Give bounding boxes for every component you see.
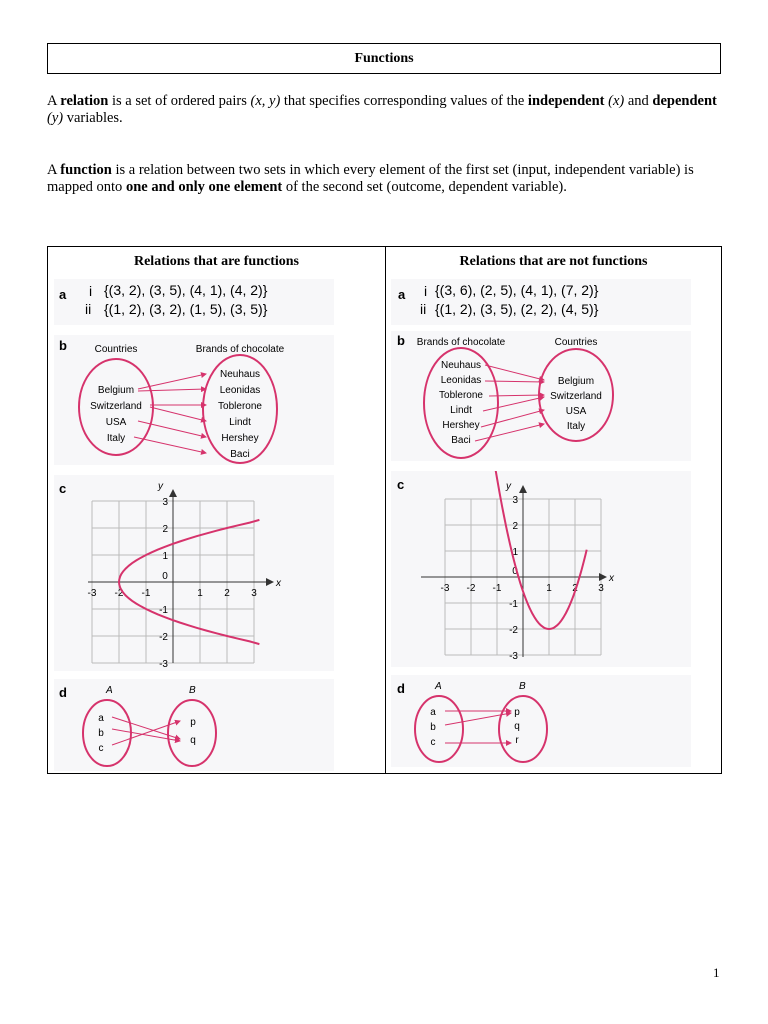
relation-definition: A relation is a set of ordered pairs (x, y) that specifies corresponding values of the independent (x) and dependent (y) variables.: [47, 93, 717, 126]
left-graph-c: [54, 475, 334, 671]
page-title: Functions: [47, 43, 721, 74]
left-c-label: c: [59, 481, 67, 496]
right-column-header: Relations that are not functions: [459, 254, 648, 269]
right-y-tick-label: 2: [512, 521, 518, 532]
left-b-domain-item: USA: [105, 417, 127, 428]
left-y-tick-label: -3: [159, 659, 168, 670]
right-x-tick-label: 0: [512, 566, 518, 577]
left-b-domain-title: Countries: [94, 344, 138, 355]
comparison-table: [47, 246, 722, 774]
left-panel-a: [54, 279, 334, 325]
right-x-tick-label: -1: [492, 583, 502, 594]
right-mapping-d: [391, 675, 691, 767]
right-d-domain-item: c: [430, 737, 436, 748]
right-y-tick-label: 1: [512, 547, 518, 558]
right-a-i-label: i: [424, 283, 428, 299]
left-b-range-item: Hershey: [221, 433, 259, 444]
left-y-tick-label: -2: [159, 632, 168, 643]
left-b-range-item: Neuhaus: [219, 369, 261, 380]
left-a-label: a: [59, 287, 67, 302]
left-b-range-item: Lindt: [229, 417, 251, 428]
right-b-label: b: [397, 333, 405, 348]
left-b-domain-item: Italy: [106, 433, 126, 444]
left-d-domain-item: b: [98, 728, 104, 739]
left-axis-y-label: y: [158, 481, 163, 492]
right-d-range-item: p: [514, 707, 520, 718]
right-axis-x-label: x: [609, 573, 614, 584]
right-y-tick-label: -2: [509, 625, 518, 636]
right-b-range-item: Belgium: [557, 376, 595, 387]
right-b-domain-item: Baci: [451, 435, 471, 446]
right-x-tick-label: -2: [466, 583, 476, 594]
left-d-label: d: [59, 685, 67, 700]
left-a-i-set: {(3, 2), (3, 5), (4, 1), (4, 2)}: [104, 282, 268, 298]
left-x-tick-label: -2: [114, 588, 124, 599]
left-column-header: Relations that are functions: [133, 254, 300, 269]
right-a-i-set: {(3, 6), (2, 5), (4, 1), (7, 2)}: [435, 282, 599, 298]
left-x-tick-label: 3: [251, 588, 257, 599]
right-b-domain-title: Brands of chocolate: [416, 337, 506, 348]
right-y-tick-label: -3: [509, 651, 518, 662]
right-d-set-a: A: [435, 681, 442, 692]
right-d-label: d: [397, 681, 405, 696]
function-definition: A function is a relation between two sets in which every element of the first set (input, independent variable) is mapped onto one and only one element of the second set (outcome, dependent variable).: [47, 162, 694, 195]
right-b-range-title: Countries: [554, 337, 598, 348]
left-b-range-item: Leonidas: [219, 385, 261, 396]
right-a-ii-set: {(1, 2), (3, 5), (2, 2), (4, 5)}: [435, 301, 599, 317]
right-d-range-item: r: [515, 735, 519, 746]
left-x-tick-label: 2: [224, 588, 230, 599]
right-d-range-item: q: [514, 721, 520, 732]
right-x-tick-label: 1: [546, 583, 552, 594]
table-divider: [385, 247, 386, 773]
left-d-set-b: B: [189, 685, 196, 696]
right-b-range-item: Italy: [566, 421, 586, 432]
left-d-domain-item: c: [98, 743, 104, 754]
right-y-tick-label: 3: [512, 495, 518, 506]
left-mapping-d: [54, 679, 334, 771]
right-d-set-b: B: [519, 681, 526, 692]
left-y-tick-label: 3: [162, 497, 168, 508]
left-y-tick-label: 1: [162, 551, 168, 562]
left-b-range-item: Toblerone: [218, 401, 262, 412]
right-axis-y-label: y: [506, 481, 511, 492]
left-a-ii-set: {(1, 2), (3, 2), (1, 5), (3, 5)}: [104, 301, 268, 317]
right-x-tick-label: 3: [598, 583, 604, 594]
left-x-tick-label: 0: [162, 571, 168, 582]
left-a-i-label: i: [89, 283, 93, 299]
left-b-range-title: Brands of chocolate: [195, 344, 285, 355]
page-number: 1: [713, 965, 720, 980]
right-b-domain-item: Hershey: [442, 420, 480, 431]
right-b-domain-item: Leonidas: [440, 375, 482, 386]
left-d-domain-item: a: [98, 713, 104, 724]
left-x-tick-label: -1: [141, 588, 151, 599]
left-y-tick-label: 2: [162, 524, 168, 535]
right-c-label: c: [397, 477, 405, 492]
right-d-domain-item: a: [430, 707, 436, 718]
right-a-ii-label: ii: [420, 301, 427, 317]
left-b-domain-item: Belgium: [97, 385, 135, 396]
right-b-range-item: Switzerland: [550, 391, 602, 402]
right-graph-c: [391, 471, 691, 667]
right-b-domain-item: Neuhaus: [440, 360, 482, 371]
left-x-tick-label: 1: [197, 588, 203, 599]
right-x-tick-label: -3: [440, 583, 450, 594]
right-x-tick-label: 2: [572, 583, 578, 594]
left-d-range-item: q: [190, 735, 196, 746]
right-panel-a: [391, 279, 691, 325]
left-d-range-item: p: [190, 717, 196, 728]
right-d-domain-item: b: [430, 722, 436, 733]
right-y-tick-label: -1: [509, 599, 518, 610]
left-x-tick-label: -3: [87, 588, 97, 599]
left-b-label: b: [59, 338, 67, 353]
left-a-ii-label: ii: [85, 301, 92, 317]
right-b-domain-item: Lindt: [450, 405, 472, 416]
left-y-tick-label: -1: [159, 605, 168, 616]
left-b-range-item: Baci: [230, 449, 250, 460]
right-b-range-item: USA: [565, 406, 587, 417]
left-mapping-b: [54, 335, 334, 465]
left-d-set-a: A: [106, 685, 113, 696]
right-mapping-b: [391, 331, 691, 461]
right-a-label: a: [398, 287, 406, 302]
left-b-domain-item: Switzerland: [90, 401, 142, 412]
left-axis-x-label: x: [276, 578, 281, 589]
right-b-domain-item: Toblerone: [439, 390, 483, 401]
